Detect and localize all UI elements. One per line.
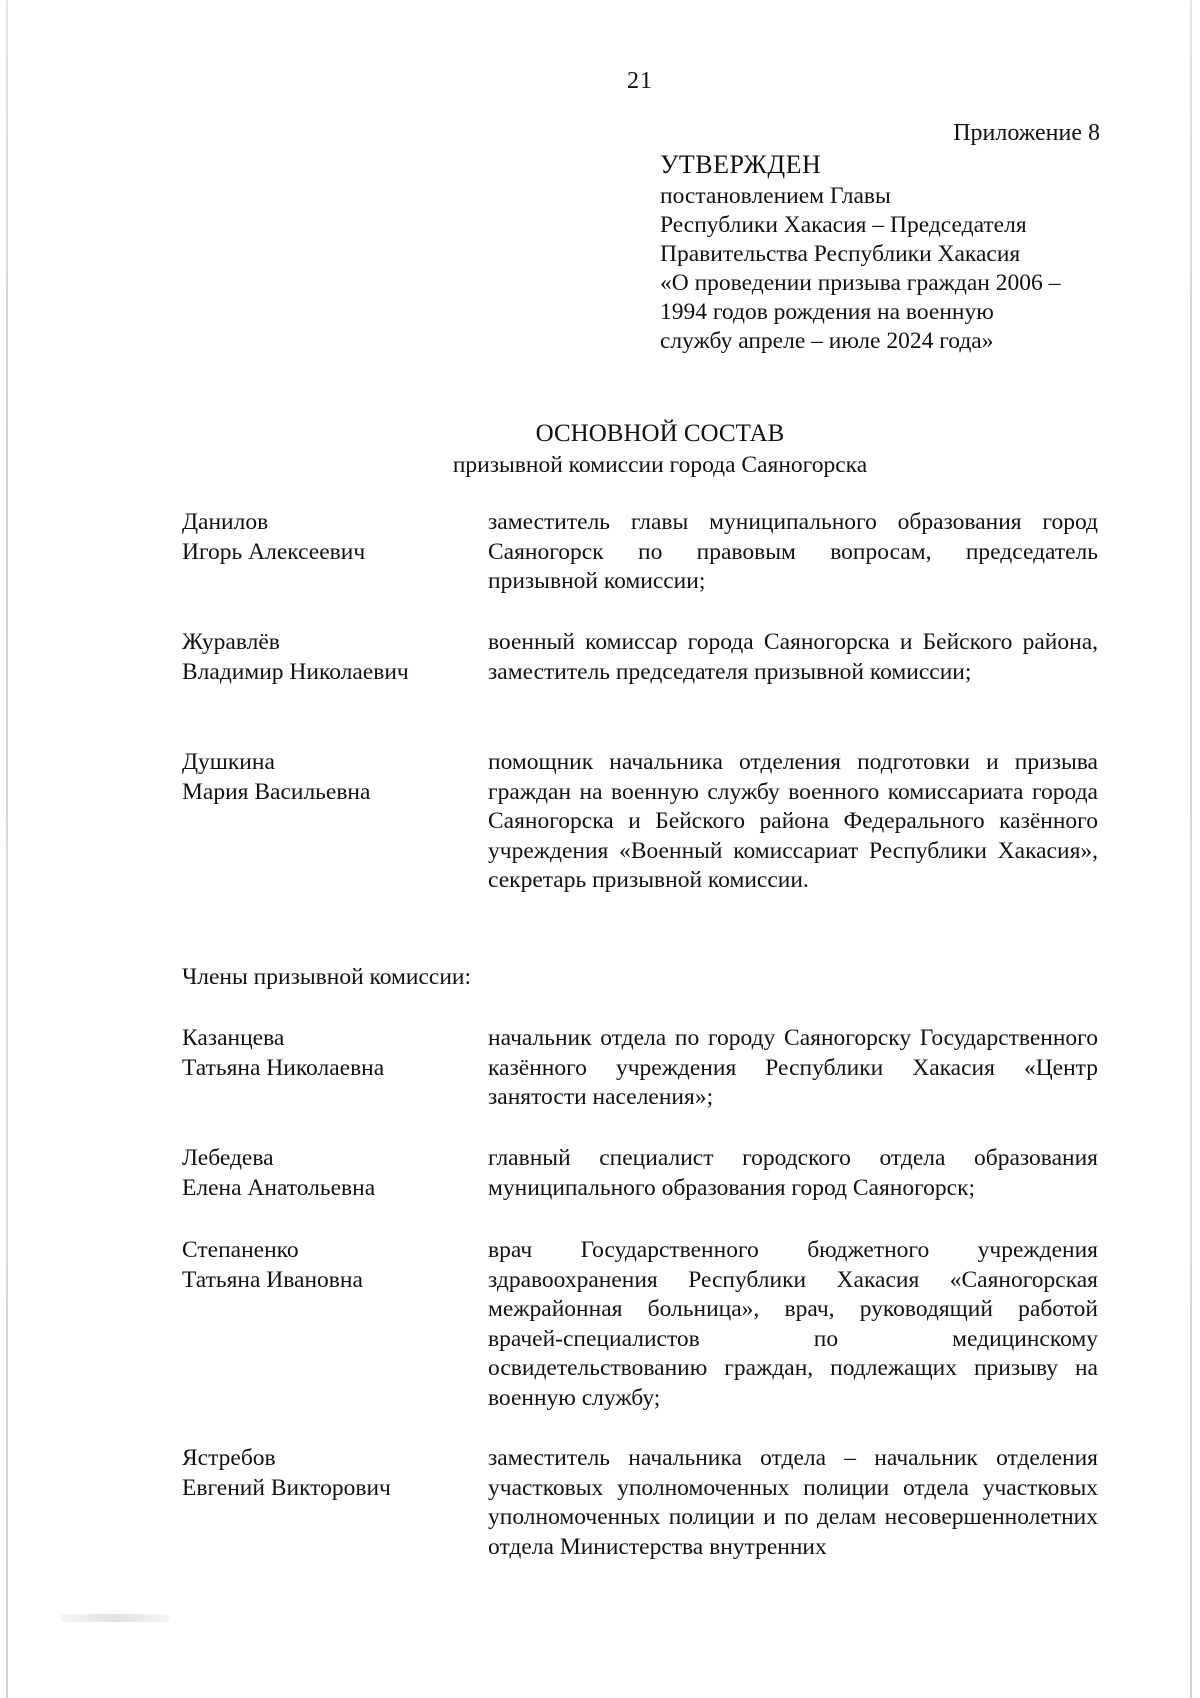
members-heading: Члены призывной комиссии: xyxy=(182,964,472,990)
approval-line: «О проведении призыва граждан 2006 – xyxy=(660,270,1061,296)
scan-edge-right xyxy=(1190,0,1192,1698)
approval-line: 1994 годов рождения на военную xyxy=(660,299,994,325)
approval-line: постановлением Главы xyxy=(660,183,891,209)
annex-label: Приложение 8 xyxy=(953,120,1100,146)
person-surname: Степаненко xyxy=(182,1237,299,1263)
person-role: начальник отдела по городу Саяногорску Государственного казённого учреждения Республики Хакасия «Центр занятости населения»; xyxy=(488,1025,1098,1110)
approval-line: Республики Хакасия – Председателя xyxy=(660,212,1027,238)
person-role: заместитель главы муниципального образования город Саяногорск по правовым вопросам, председатель призывной комиссии; xyxy=(488,509,1098,594)
approval-title: УТВЕРЖДЕН xyxy=(660,150,822,179)
person-role: заместитель начальника отдела – начальник отделения участковых уполномоченных полиции отдела участковых уполномоченных полиции и по делам несовершеннолетних отдела Министерства внутренних xyxy=(488,1445,1098,1560)
person-given-names: Татьяна Ивановна xyxy=(182,1266,363,1293)
person-surname: Журавлёв xyxy=(182,629,280,655)
document-heading xyxy=(0,418,1200,480)
person-role: военный комиссар города Саяногорска и Бейского района, заместитель председателя призывной комиссии; xyxy=(488,629,1098,685)
person-given-names: Мария Васильевна xyxy=(182,778,371,805)
person-given-names: Владимир Николаевич xyxy=(182,658,409,685)
person-surname: Казанцева xyxy=(182,1025,285,1051)
person-surname: Ястребов xyxy=(182,1445,276,1471)
person-role: главный специалист городского отдела образования муниципального образования город Саяногорск; xyxy=(488,1145,1098,1201)
person-surname: Данилов xyxy=(182,509,269,535)
approval-line: Правительства Республики Хакасия xyxy=(660,241,1021,267)
person-name xyxy=(182,1444,472,1503)
person-name xyxy=(182,1024,472,1083)
approval-line: службу апреле – июле 2024 года» xyxy=(660,328,994,354)
approval-block xyxy=(660,148,1120,356)
person-name xyxy=(182,628,472,687)
page-number: 21 xyxy=(627,68,653,94)
person-given-names: Евгений Викторович xyxy=(182,1474,391,1501)
scan-smudge xyxy=(60,1614,170,1622)
heading-title: ОСНОВНОЙ СОСТАВ xyxy=(535,420,785,447)
person-name xyxy=(182,508,472,567)
person-surname: Лебедева xyxy=(182,1145,274,1171)
person-given-names: Татьяна Николаевна xyxy=(182,1054,385,1081)
scan-edge-left xyxy=(6,0,8,1698)
heading-subtitle: призывной комиссии города Саяногорска xyxy=(452,452,868,478)
person-surname: Душкина xyxy=(182,749,275,775)
person-role: помощник начальника отделения подготовки и призыва граждан на военную службу военного комиссариата города Саяногорска и Бейского района Федерального казённого учреждения «Военный комиссариат Республики Хакасия», секретарь призывной комиссии. xyxy=(488,749,1098,893)
person-name xyxy=(182,1144,472,1203)
person-given-names: Елена Анатольевна xyxy=(182,1174,376,1201)
person-given-names: Игорь Алексеевич xyxy=(182,538,366,565)
person-name xyxy=(182,748,472,807)
person-name xyxy=(182,1236,472,1295)
person-role: врач Государственного бюджетного учреждения здравоохранения Республики Хакасия «Саяногорская межрайонная больница», врач, руководящий работой врачей-специалистов по медицинскому освидетельствованию граждан, подлежащих призыву на военную службу; xyxy=(488,1237,1098,1411)
